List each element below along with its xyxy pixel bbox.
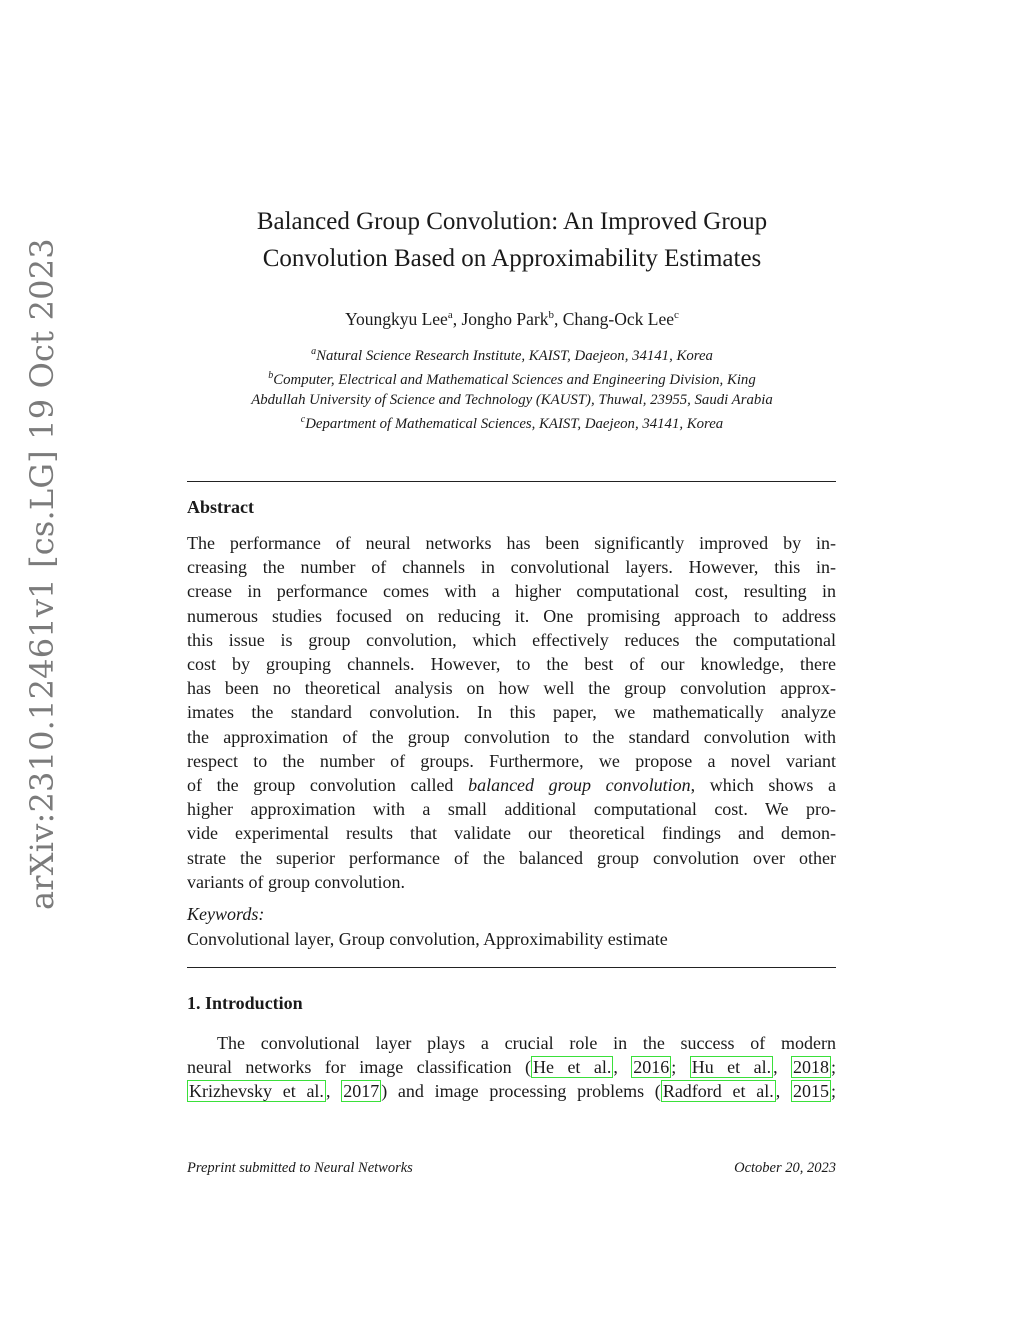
intro-text: neural networks for image classification ( [187,1057,532,1078]
affil-mark: b [268,369,274,381]
abstract-line [187,773,836,797]
abstract-line: this issue is group convolution, which effectively reduces the computational [187,629,836,650]
affil-mark: c [300,413,306,425]
abstract-line: the approximation of the group convolution to the standard convolution with [187,726,836,747]
affil-text: Computer, Electrical and Mathematical Sciences and Engineering Division, King [273,371,756,388]
introduction-text [187,1031,836,1104]
affil-text: Department of Mathematical Sciences, KAIST, Daejeon, 34141, Korea [305,415,724,432]
intro-line: Krizhevsky et al. , 2017 ) and image processing problems ( Radford et al. , 2015 ; [189,1081,837,1102]
abstract-line: strate the superior performance of the balanced group convolution over other [187,847,836,868]
abstract-line-post: , which shows a [690,775,836,796]
abstract-line: higher approximation with a small additional computational cost. We pro- [187,799,836,820]
keywords-text: Convolutional layer, Group convolution, Approximability estimate [187,929,668,949]
author-list: Youngkyu Lee$^a$, Jongho Park$^b$, Chang-Ock Lee$^c$ [345,308,679,329]
title-line-2: Convolution Based on Approximability Estimates [262,245,762,272]
affil-mark: a [311,346,317,357]
author-affil-mark: a [447,309,453,321]
footer-date: October 20, 2023 [734,1160,836,1176]
abstract-line: respect to the number of groups. Furthermore, we propose a novel variant [187,750,836,771]
top-rule [187,481,836,482]
affiliation-a [180,342,844,366]
abstract-line-pre: of the group convolution called [187,775,469,796]
affiliation-c [180,410,844,434]
keywords-heading: Keywords: [187,904,265,924]
intro-text: ) and image processing problems ( [381,1081,661,1102]
affiliation-b-cont: Abdullah University of Science and Technology (KAUST), Thuwal, 23955, Saudi Arabia [251,391,773,408]
bottom-rule [187,967,836,968]
abstract-line: has been no theoretical analysis on how well the group convolution approx- [187,678,836,699]
affil-text: Natural Science Research Institute, KAIST, Daejeon, 34141, Korea [316,347,713,364]
intro-line: neural networks for image classification ( He et al. , 2016 ; Hu et al. , 2018 ; [187,1057,837,1078]
citation-link[interactable]: Radford et al. [662,1081,774,1102]
intro-text: ; [831,1057,837,1078]
abstract-text [187,531,836,894]
author-affil-mark: c [674,309,679,321]
abstract-emphasis: balanced group convolution [468,775,691,796]
intro-text: ; [831,1081,837,1102]
affiliation-b [180,366,844,390]
citation-link[interactable]: 2017 [343,1081,380,1102]
author-affil-mark: b [548,309,554,321]
author-name: Jongho Park [461,308,549,329]
paper-title [150,203,874,277]
footer-journal: Preprint submitted to Neural Networks [187,1160,413,1176]
intro-text: ; [671,1057,690,1078]
abstract-line: crease in performance comes with a higher computational cost, resulting in [187,581,836,602]
citation-link[interactable]: Krizhevsky et al. [189,1081,324,1102]
title-line-1: Balanced Group Convolution: An Improved Group [256,208,768,235]
abstract-line: imates the standard convolution. In this paper, we mathematically analyze [187,702,836,723]
affiliations [180,342,844,434]
abstract-line: numerous studies focused on reducing it. One promising approach to address [187,605,836,626]
abstract-line: vide experimental results that validate our theoretical findings and demon- [187,823,836,844]
intro-line: The convolutional layer plays a crucial role in the success of modern [217,1033,836,1053]
citation-link[interactable]: 2015 [793,1081,830,1102]
abstract-line: cost by grouping channels. However, to the best of our knowledge, there [187,654,836,675]
abstract-line: The performance of neural networks has been significantly improved by in- [187,533,836,553]
author-name: Chang-Ock Lee [562,308,675,329]
author-name: Youngkyu Lee [345,308,448,329]
abstract-line: creasing the number of channels in convolutional layers. However, this in- [187,557,836,578]
citation-link[interactable]: 2016 [633,1057,670,1078]
section-heading: 1. Introduction [187,993,303,1013]
abstract-line: variants of group convolution. [187,871,405,892]
arxiv-identifier: arXiv:2310.12461v1 [cs.LG] 19 Oct 2023 [23,238,61,910]
citation-link[interactable]: Hu et al. [691,1057,772,1078]
citation-link[interactable]: 2018 [793,1057,830,1078]
citation-link[interactable]: He et al. [533,1057,612,1078]
abstract-heading: Abstract [187,497,254,517]
